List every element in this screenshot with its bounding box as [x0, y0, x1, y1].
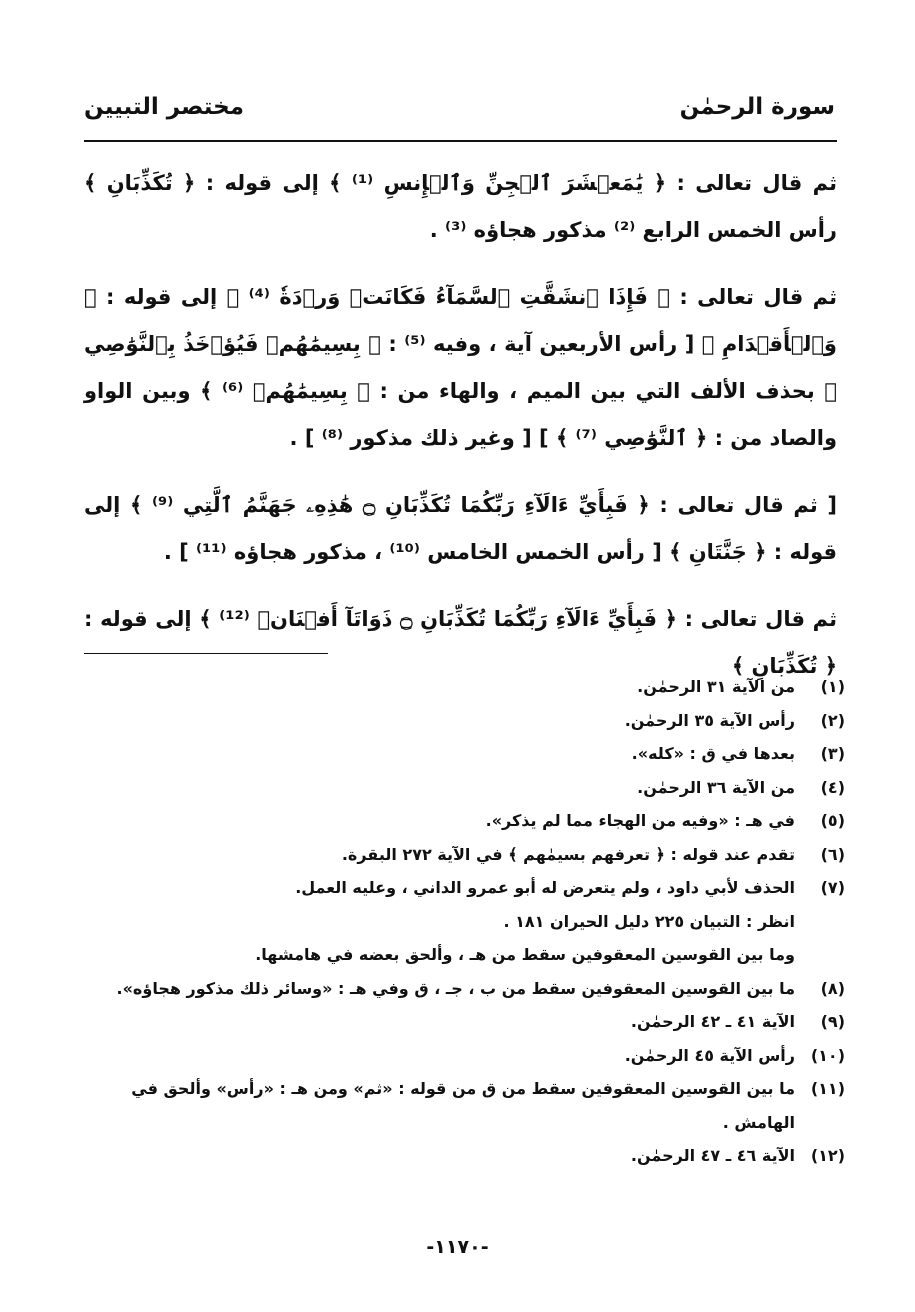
paragraph-1: ثم قال تعالى : ﴿ يَٰمَعۡشَرَ ٱلۡجِنِّ وَٱلۡإِنسِ ⁽¹⁾ ﴾ إلى قوله : ﴿ تُكَذِّبَانِ ﴾ رأس الخمس الرابع ⁽²⁾ مذكور هجاؤه ⁽³⁾ . [84, 171, 838, 242]
footnote-5 [84, 804, 845, 838]
footnote-number: (١٢) [810, 1146, 845, 1165]
footnote-3 [84, 737, 845, 771]
footnotes [84, 670, 845, 1173]
footnote-text: ما بين القوسين المعقوفين سقط من ق من قوله : «ثم» ومن هـ : «رأس» وألحق في الهامش . [131, 1079, 795, 1132]
footnote-text: الآية ٤٦ ـ ٤٧ الرحمٰن. [630, 1146, 795, 1165]
footnote-12 [84, 1139, 845, 1173]
footnote-text: الحذف لأبي داود ، ولم يتعرض له أبو عمرو الداني ، وعليه العمل. [295, 878, 795, 897]
surah-title: سورة الرحمٰن [679, 94, 835, 120]
paragraph-4: ثم قال تعالى : ﴿ فَبِأَيِّ ءَالَآءِ رَبِّكُمَا تُكَذِّبَانِ ۝ ذَوَاتَآ أَفۡنَانٖ ⁽¹²⁾ ﴾ إلى قوله : ﴿ تُكَذِّبَانِ ﴾ [84, 607, 837, 678]
footnote-number: (١) [820, 677, 845, 696]
footnote-9 [84, 1005, 845, 1039]
footnote-number: (٧) [820, 878, 845, 897]
footnote-8 [84, 972, 845, 1006]
footnote-11 [84, 1072, 845, 1139]
footnote-text: تقدم عند قوله : ﴿ تعرفهم بسيمٰهم ﴾ في الآية ٢٧٢ البقرة. [341, 844, 795, 864]
footnote-text: الآية ٤١ ـ ٤٢ الرحمٰن. [630, 1012, 795, 1031]
paragraph-3: [ ثم قال تعالى : ﴿ فَبِأَيِّ ءَالَآءِ رَبِّكُمَا تُكَذِّبَانِ ۝ هَٰذِهِۦ جَهَنَّمُ ٱلَّتِي ⁽⁹⁾ ﴾ إلى قوله : ﴿ جَنَّتَانِ ﴾ [ رأس الخمس الخامس ⁽¹⁰⁾ ، مذكور هجاؤه ⁽¹¹⁾ ] . [84, 493, 837, 564]
paragraph-2: ثم قال تعالى : ﴿ فَإِذَا ٱنشَقَّتِ ٱلسَّمَآءُ فَكَانَتۡ وَرۡدَةٗ ⁽⁴⁾ ﴾ إلى قوله : ﴿ وَٱلۡأَقۡدَامِ ﴾ [ رأس الأربعين آية ، وفيه ⁽⁵⁾ : ﴿ بِسِيمَٰهُمۡ فَيُؤۡخَذُ بِٱلنَّوَٰصِي ﴾ بحذف الألف التي بين الميم ، والهاء من : ﴿ بِسِيمَٰهُمۡ ⁽⁶⁾ ﴾ وبين الواو والصاد من : ﴿ ٱلنَّوَٰصِي ⁽⁷⁾ ﴾ ] [ وغير ذلك مذكور ⁽⁸⁾ ] . [84, 285, 837, 450]
main-text [84, 160, 837, 710]
footnote-number: (٤) [820, 777, 845, 797]
footnote-text: بعدها في ق : «كله». [631, 744, 795, 763]
footnote-number: (٣) [820, 744, 845, 763]
footnote-number: (٩) [820, 1012, 845, 1031]
header-rule [84, 140, 837, 142]
footnote-2 [84, 704, 845, 738]
footnote-number: (١١) [810, 1079, 845, 1098]
footnote-7-note: وما بين القوسين المعقوفين سقط من هـ ، وألحق بعضه في هامشها. [255, 945, 795, 964]
page-number: -١١٧٠- [426, 1236, 489, 1258]
footnote-number: (٢) [820, 710, 845, 730]
footnote-1 [84, 670, 845, 704]
footnote-number: (١٠) [810, 1045, 845, 1065]
footnote-6 [84, 838, 845, 872]
footnote-text: من الآية ٣٦ الرحمٰن. [637, 777, 795, 797]
footnote-text: ما بين القوسين المعقوفين سقط من ب ، جـ ، ق وفي هـ : «وسائر ذلك مذكور هجاؤه». [116, 978, 795, 998]
footnote-text: رأس الآية ٣٥ الرحمٰن. [624, 710, 795, 730]
footnote-text: من الآية ٣١ الرحمٰن. [637, 677, 795, 696]
footnote-number: (٨) [820, 978, 845, 998]
footnote-number: (٥) [820, 811, 845, 830]
book-title: مختصر التبيين [84, 94, 244, 120]
footnote-text: في هـ : «وفيه من الهجاء مما لم يذكر». [485, 811, 795, 830]
footnote-7 [84, 871, 845, 905]
footnote-7-reference: انظر : التبيان ٢٢٥ دليل الحيران ١٨١ . [503, 911, 795, 931]
footnote-text: رأس الآية ٤٥ الرحمٰن. [624, 1045, 795, 1065]
footnote-rule [84, 653, 328, 654]
footnote-number: (٦) [820, 844, 845, 864]
footnote-4 [84, 771, 845, 805]
footnote-10 [84, 1039, 845, 1073]
